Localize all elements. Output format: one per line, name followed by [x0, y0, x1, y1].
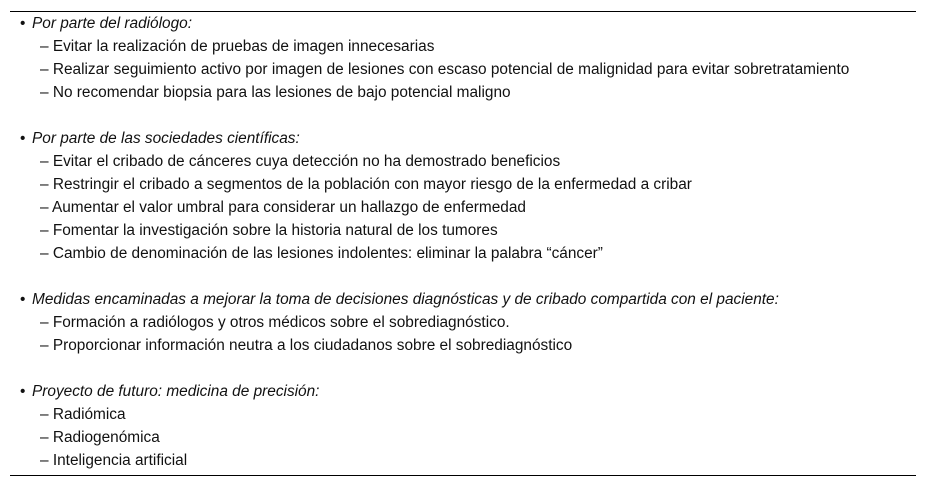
section-heading-text: Medidas encaminadas a mejorar la toma de decisiones diagnósticas y de cribado compartida con el paciente: — [32, 291, 779, 308]
list-item: – Proporcionar información neutra a los ciudadanos sobre el sobrediagnóstico — [40, 337, 573, 354]
recommendations-table — [10, 11, 916, 476]
list-item: – Evitar el cribado de cánceres cuya detección no ha demostrado beneficios — [40, 153, 561, 170]
section-heading-shared-decisions — [20, 288, 779, 311]
section-heading-scientific-societies — [20, 127, 300, 150]
list-item: – Restringir el cribado a segmentos de la población con mayor riesgo de la enfermedad a cribar — [40, 176, 692, 193]
section-heading-future-project — [20, 380, 319, 403]
section-heading-radiologist — [20, 12, 192, 35]
list-item: – Formación a radiólogos y otros médicos sobre el sobrediagnóstico. — [40, 314, 510, 331]
section-heading-text: Proyecto de futuro: medicina de precisión: — [32, 383, 320, 400]
bullet: • — [20, 383, 26, 400]
list-item: – Realizar seguimiento activo por imagen de lesiones con escaso potencial de malignidad para evitar sobretratamiento — [40, 61, 850, 78]
list-item: – Inteligencia artificial — [40, 452, 188, 469]
section-heading-text: Por parte de las sociedades científicas: — [32, 130, 300, 147]
bullet: • — [20, 291, 26, 308]
bullet: • — [20, 130, 26, 147]
list-item: – Radiómica — [40, 406, 126, 423]
list-item: – Fomentar la investigación sobre la historia natural de los tumores — [40, 222, 498, 239]
bullet: • — [20, 15, 26, 32]
list-item: – Evitar la realización de pruebas de imagen innecesarias — [40, 38, 435, 55]
section-heading-text: Por parte del radiólogo: — [32, 15, 192, 32]
list-item: – Radiogenómica — [40, 429, 160, 446]
list-item: – Aumentar el valor umbral para considerar un hallazgo de enfermedad — [40, 199, 526, 216]
list-item: – Cambio de denominación de las lesiones indolentes: eliminar la palabra “cáncer” — [40, 245, 603, 262]
list-item: – No recomendar biopsia para las lesiones de bajo potencial maligno — [40, 84, 511, 101]
